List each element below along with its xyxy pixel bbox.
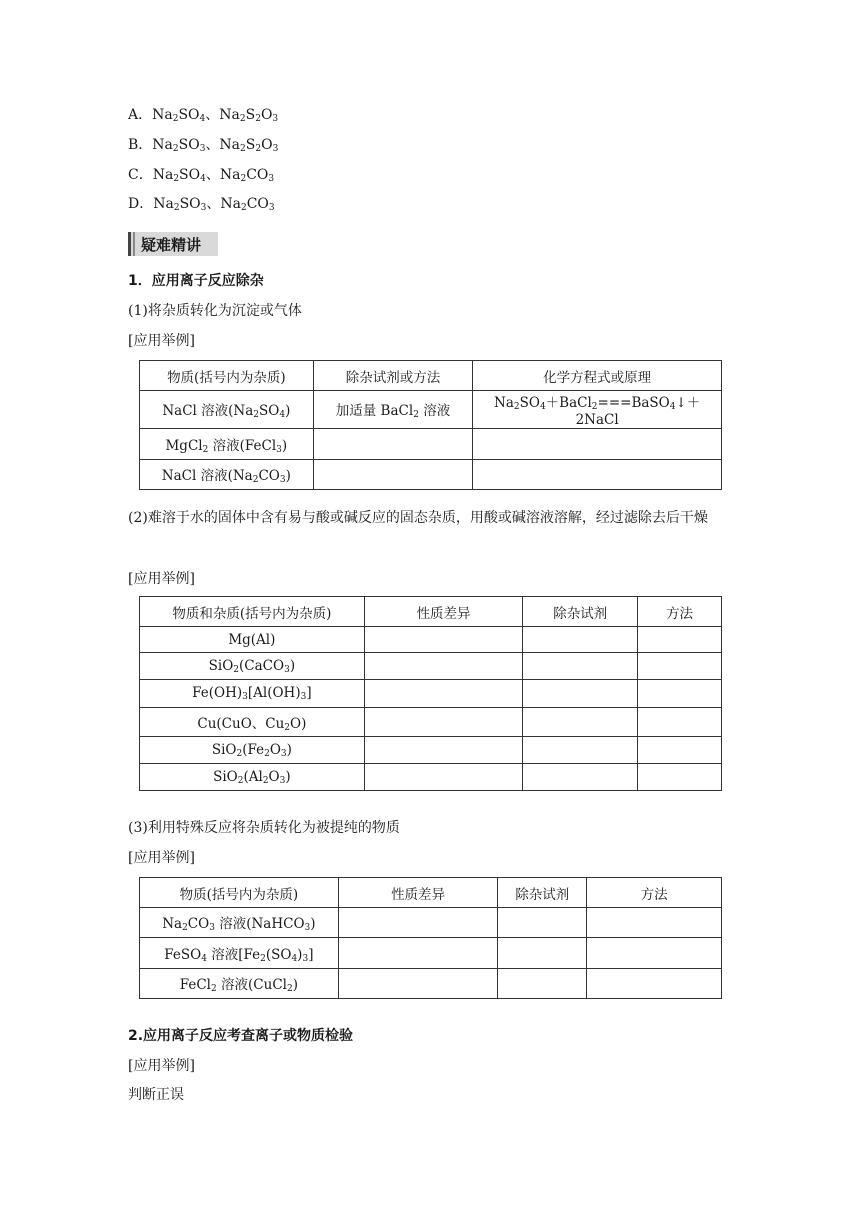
- table-cell: [587, 969, 722, 999]
- table-cell: SiO$_2$(CaCO$_3$): [140, 653, 365, 680]
- table-cell: [473, 460, 722, 490]
- table-3-header-row: [140, 878, 722, 908]
- judge-text: 判断正误: [128, 1087, 184, 1103]
- table-2-header: 方法: [638, 597, 722, 627]
- table-row: [140, 391, 722, 429]
- table-2-header: 性质差异: [364, 597, 523, 627]
- table-cell: [338, 969, 498, 999]
- table-cell: [313, 429, 473, 460]
- item1-title: 1．应用离子反应除杂: [128, 273, 264, 289]
- table-cell: [638, 737, 722, 764]
- table-cell: Cu(CuO、$Cu_2O$): [140, 708, 365, 737]
- table-cell: FeSO$_4$ 溶液$[Fe_2(SO_4)_3]$: [140, 938, 339, 969]
- table-cell: $Na_2SO_4+BaCl_2===BaSO_4↓+2NaCl$: [473, 391, 722, 429]
- table-2-header: 物质和杂质(括号内为杂质): [140, 597, 365, 627]
- table-cell: [523, 627, 638, 653]
- option-b: B．$Na_2SO_3$、$Na_2S_2O_3$: [128, 137, 279, 154]
- table-cell: Mg(Al): [140, 627, 365, 653]
- heading-stripe2-icon: [133, 232, 135, 256]
- sub3-title: (3)利用特殊反应将杂质转化为被提纯的物质: [128, 820, 400, 836]
- table-row: [140, 938, 722, 969]
- table-cell: $Na_2CO_3$ 溶液(NaHCO$_3$): [140, 908, 339, 938]
- table-cell: [638, 680, 722, 708]
- table-cell: [638, 653, 722, 680]
- table-row: [140, 764, 722, 791]
- table-cell: [498, 908, 587, 938]
- table-row: [140, 908, 722, 938]
- table-cell: [523, 737, 638, 764]
- table-1-header: 除杂试剂或方法: [313, 361, 473, 391]
- table-cell: [364, 708, 523, 737]
- table-row: [140, 653, 722, 680]
- table-cell: [638, 708, 722, 737]
- heading-stripe-icon: [128, 232, 131, 256]
- option-c: C．$Na_2SO_4$、$Na_2CO_3$: [128, 167, 275, 184]
- table-cell: NaCl 溶液$(Na_2CO_3)$: [140, 460, 314, 490]
- table-row: [140, 969, 722, 999]
- table-cell: $Fe(OH)_3[Al(OH)_3]$: [140, 680, 365, 708]
- table-cell: FeCl$_2$ 溶液(CuCl$_2$): [140, 969, 339, 999]
- example-label-2: [应用举例]: [128, 571, 195, 587]
- table-cell: [364, 653, 523, 680]
- table-2-header: 除杂试剂: [523, 597, 638, 627]
- table-cell: 加适量 BaCl$_2$ 溶液: [313, 391, 473, 429]
- table-2-header-row: [140, 597, 722, 627]
- table-cell: NaCl 溶液$(Na_2SO_4)$: [140, 391, 314, 429]
- table-1-header: 化学方程式或原理: [473, 361, 722, 391]
- table-row: [140, 737, 722, 764]
- table-cell: [587, 908, 722, 938]
- table-cell: [364, 764, 523, 791]
- table-cell: [638, 764, 722, 791]
- table-2: [139, 596, 722, 791]
- table-cell: $SiO_2(Al_2O_3)$: [140, 764, 365, 791]
- table-cell: [338, 938, 498, 969]
- table-1-header: 物质(括号内为杂质): [140, 361, 314, 391]
- table-cell: [364, 680, 523, 708]
- table-cell: [523, 680, 638, 708]
- example-label-1: [应用举例]: [128, 333, 195, 349]
- table-cell: MgCl$_2$ 溶液(FeCl$_3$): [140, 429, 314, 460]
- table-cell: [498, 938, 587, 969]
- table-cell: $SiO_2(Fe_2O_3)$: [140, 737, 365, 764]
- table-1: [139, 360, 722, 490]
- table-3-header: 性质差异: [338, 878, 498, 908]
- table-3-header: 方法: [587, 878, 722, 908]
- option-a: A．$Na_2SO_4$、$Na_2S_2O_3$: [128, 107, 279, 124]
- item2-title: 2.应用离子反应考查离子或物质检验: [128, 1028, 354, 1044]
- section-heading: [128, 232, 218, 256]
- table-cell: [313, 460, 473, 490]
- table-cell: [523, 653, 638, 680]
- example-label-3: [应用举例]: [128, 850, 195, 866]
- table-cell: [364, 737, 523, 764]
- table-cell: [587, 938, 722, 969]
- table-row: [140, 460, 722, 490]
- table-row: [140, 429, 722, 460]
- table-cell: [523, 764, 638, 791]
- table-cell: [364, 627, 523, 653]
- table-cell: [638, 627, 722, 653]
- table-cell: [473, 429, 722, 460]
- table-3: [139, 877, 722, 999]
- table-3-header: 除杂试剂: [498, 878, 587, 908]
- table-cell: [523, 708, 638, 737]
- option-d: D．$Na_2SO_3$、$Na_2CO_3$: [128, 196, 275, 213]
- table-1-header-row: [140, 361, 722, 391]
- example-label-4: [应用举例]: [128, 1058, 195, 1074]
- table-row: [140, 708, 722, 737]
- table-cell: [338, 908, 498, 938]
- table-3-header: 物质(括号内为杂质): [140, 878, 339, 908]
- table-row: [140, 627, 722, 653]
- table-row: [140, 680, 722, 708]
- section-heading-text: 疑难精讲: [141, 235, 202, 254]
- sub1-title: (1)将杂质转化为沉淀或气体: [128, 303, 302, 319]
- table-cell: [498, 969, 587, 999]
- sub2-title: (2)难溶于水的固体中含有易与酸或碱反应的固态杂质，用酸或碱溶液溶解，经过滤除去后干燥: [128, 510, 708, 526]
